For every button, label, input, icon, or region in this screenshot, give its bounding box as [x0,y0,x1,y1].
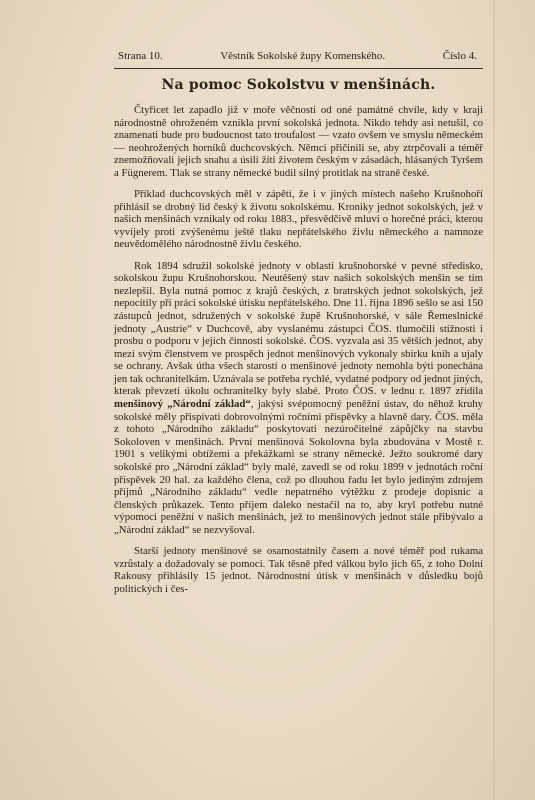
page-number: Strana 10. [118,50,163,62]
page-crease [493,0,495,800]
article-body [114,104,483,604]
paragraph-2: Příklad duchcovských měl v zápětí, že i v jiných místech našeho Krušnohoří přihlásil se drobný lid český k životu sokolskému. Kroniky jednot sokolských, jež v našich menšinách vznikaly od roku 1883., přesvědčivě mluví o horečné práci, kterou vyvíjely proti zvýšenému ještě tlaku nepřátelského živlu německého a namnoze neuvědomělého národnostně živlu českého. [114,188,483,251]
journal-title: Věstník Sokolské župy Komenského. [220,50,386,62]
running-header [118,50,477,62]
paragraph-1: Čtyřicet let zapadlo již v moře věčnosti od oné památné chvíle, kdy v kraji národnostně ohroženém vznikla první sokolská jednota. Nikdo tehdy asi netušil, co znamenati bude pro budoucnost tato troufalost — vzato ovšem ve smyslu německém — neohrožených horníků duchcovských. Němci přičinili se, aby ztrpčovali a téměř znemožňovali jejich snahu a úsilí žíti životem českým v zásadách, hlásaných Tyršem a Fügnerem. Tlak se strany německé budil silný protitlak na straně české. [114,104,483,179]
national-fund-term: menšinový „Národní základ“ [114,398,251,411]
paragraph-3 [114,260,483,537]
issue-number: Číslo 4. [442,50,477,62]
paragraph-3-part-1: Rok 1894 sdružil sokolské jednoty v oblasti krušnohorské v pevné středisko, sokolskou župu Krušnohorskou. Neutěšený stav našich sokolských menšin se tím nezlepšil. Byla nutná pomoc z krajů českých, z bratrských jednot sokolských, jež nepocítily při práci sokolské útisku nepřátelského. Dne 11. října 1896 sešlo se asi 150 zástupců jednot, sdružených v sokolské župě Krušnohorské, v sále Řemeslnické jednoty „Austrie“ v Duchcově, aby vyslanému zástupci ČOS. tlumočili stížnosti i prosbu o podporu v jejich činnosti sokolské. ČOS. vyzvala asi 35 větších jednot, aby mezi svým členstvem ve prospěch jednot menšinových vykonaly sbírku knih a ujaly se ochrany. Avšak útha všech starostí o menšinové jednoty nemohla býti ponechána jen tak ochranitelkám. Uznávala se potřeba rychlé, vydatné podpory od jednot jiných, kterak převzetí úkolu ochranitelky byly slabé. Proto ČOS. v lednu r. 1897 zřídila [114,259,483,398]
paragraph-3-part-2: , jakýsi svépomocný peněžní ústav, do něhož kruhy sokolské měly přispívati dobrovolnými ročními příspěvky a hlavně dary. ČOS. měla z tohoto „Národního základu“ poskytovati nezúročitelné zápůjčky na stavbu Sokoloven v menšinách. První menšinová Sokolovna byla zbudována v Mostě r. 1901 s velikými obtížemi a překážkami se strany německé. Ježto soukromé dary sokolské pro „Národní základ“ byly malé, zavedl se od roku 1899 v jednotách roční příspěvek 20 hal. za každého člena, což po dlouhou řadu let bylo jediným zdrojem příjmů „Národního základu“ vedle nepatrného výtěžku z prodeje dopisnic a členských průkazek. Tento příjem daleko nestačil na to, aby kryl potřebu nutné výpomoci peněžní v našich menšinách, jež to menšinových jednot stále přibývalo a „Národní základ“ se nezvyšoval. [114,398,483,536]
header-rule [114,68,483,69]
paragraph-4: Starší jednoty menšinové se osamostatnily časem a nové téměř pod rukama vzrůstaly a dožadovaly se pomoci. Tak těsně před válkou bylo jich 65, z toho Dolní Rakousy přihlásily 15 jednot. Národnostní útisk v menšinách v důsledku bojů politických i čes- [114,545,483,595]
article-title: Na pomoc Sokolstvu v menšinách. [161,77,436,93]
